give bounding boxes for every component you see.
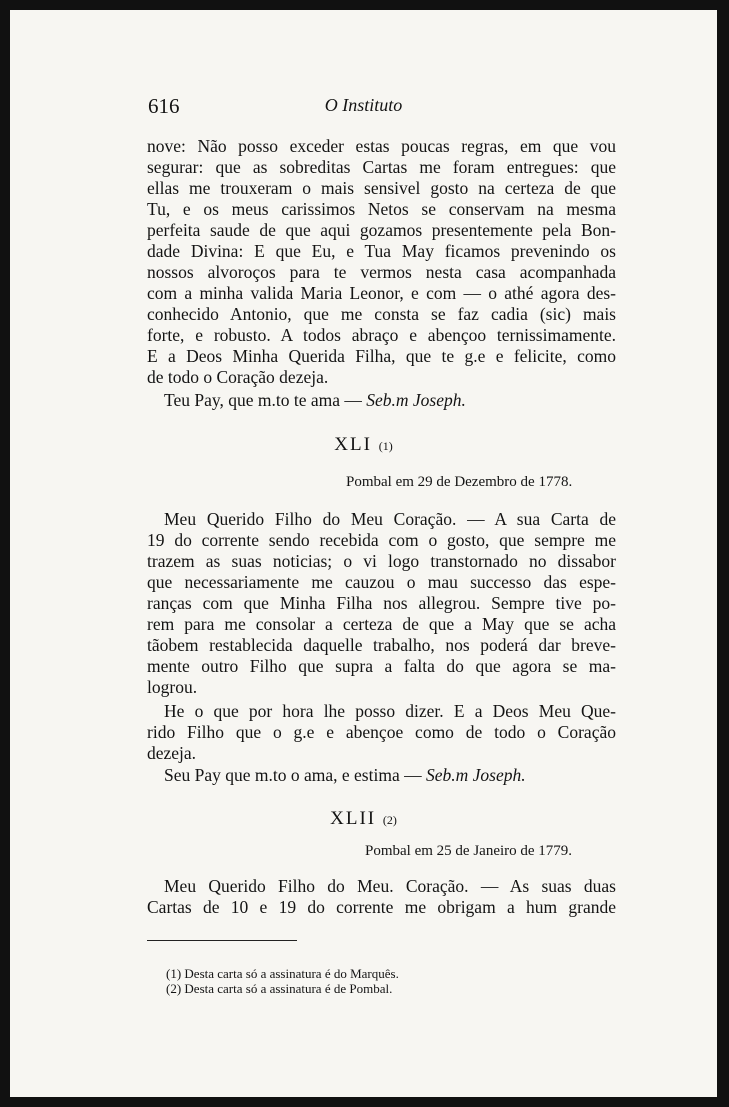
closing-line bbox=[164, 390, 616, 410]
text-line: de todo o Coração dezeja. bbox=[147, 367, 329, 387]
text-line: mente outro Filho que supra a falta do que agora se ma- bbox=[147, 656, 616, 676]
text-line: conhecido Antonio, que me consta se faz cadia (sic) mais bbox=[147, 304, 616, 324]
footnote: (1) Desta carta só a assinatura é do Marquês. bbox=[166, 966, 399, 981]
text-line: rido Filho que o g.e e abençoe como de todo o Coração bbox=[147, 722, 616, 742]
text-line: perfeita saude de que aqui gozamos presentemente pela Bon- bbox=[147, 220, 616, 240]
text-line: Meu Querido Filho do Meu Coração. — A sua Carta de bbox=[164, 509, 616, 529]
text-line: com a minha valida Maria Leonor, e com — o athé agora des- bbox=[147, 283, 616, 303]
page-number: 616 bbox=[148, 94, 180, 118]
letter-number: XLII bbox=[330, 808, 377, 829]
letter-heading bbox=[10, 434, 717, 456]
signature: Seb.m Joseph. bbox=[366, 390, 466, 410]
text-line: nove: Não posso exceder estas poucas regras, em que vou bbox=[147, 136, 616, 156]
text-line: dade Divina: E que Eu, e Tua May ficamos prevenindo os bbox=[147, 241, 616, 261]
closing-text: Teu Pay, que m.to te ama — bbox=[164, 390, 362, 410]
text-line: ranças com que Minha Filha nos allegrou. Sempre tive po- bbox=[147, 593, 616, 613]
footnote-ref: (1) bbox=[378, 439, 393, 453]
running-head bbox=[10, 90, 717, 120]
text-line: Tu, e os meus carissimos Netos se conservam na mesma bbox=[147, 199, 616, 219]
closing-text: Seu Pay que m.to o ama, e estima — bbox=[164, 765, 422, 785]
book-page bbox=[10, 10, 717, 1097]
text-line: nossos alvoroços para te vermos nesta casa acompanhada bbox=[147, 262, 616, 282]
text-line: forte, e robusto. A todos abraço e abençoo ternissimamente. bbox=[147, 325, 616, 345]
dateline: Pombal em 29 de Dezembro de 1778. bbox=[346, 474, 573, 490]
text-line: E a Deos Minha Querida Filha, que te g.e e felicite, como bbox=[147, 346, 616, 366]
dateline: Pombal em 25 de Janeiro de 1779. bbox=[365, 843, 573, 859]
text-line: He o que por hora lhe posso dizer. E a Deos Meu Que- bbox=[164, 701, 616, 721]
text-line: ellas me trouxeram o mais sensivel gosto na certeza de que bbox=[147, 178, 616, 198]
text-line: segurar: que as sobreditas Cartas me foram entregues: que bbox=[147, 157, 616, 177]
text-line: trazem as suas noticias; o vi logo transtornado no dissabor bbox=[147, 551, 616, 571]
closing-line bbox=[164, 765, 616, 785]
text-line: dezeja. bbox=[147, 743, 197, 763]
letter-number: XLI bbox=[334, 434, 372, 455]
footnote: (2) Desta carta só a assinatura é de Pombal. bbox=[166, 981, 393, 996]
text-line: que necessariamente me cauzou o mau successo das espe- bbox=[147, 572, 616, 592]
text-line: logrou. bbox=[147, 677, 198, 697]
text-line: rem para me consolar a certeza de que a May que se acha bbox=[147, 614, 616, 634]
footnote-ref: (2) bbox=[382, 813, 397, 827]
running-title: O Instituto bbox=[324, 95, 403, 115]
footnote-rule bbox=[147, 940, 297, 941]
text-line: Meu Querido Filho do Meu. Coração. — As suas duas bbox=[164, 876, 616, 896]
signature: Seb.m Joseph. bbox=[425, 765, 526, 785]
text-line: tãobem restablecida daquelle trabalho, nos poderá dar breve- bbox=[147, 635, 616, 655]
letter-heading bbox=[10, 808, 717, 830]
text-line: Cartas de 10 e 19 do corrente me obrigam a hum grande bbox=[147, 897, 616, 917]
text-line: 19 do corrente sendo recebida com o gosto, que sempre me bbox=[147, 530, 616, 550]
